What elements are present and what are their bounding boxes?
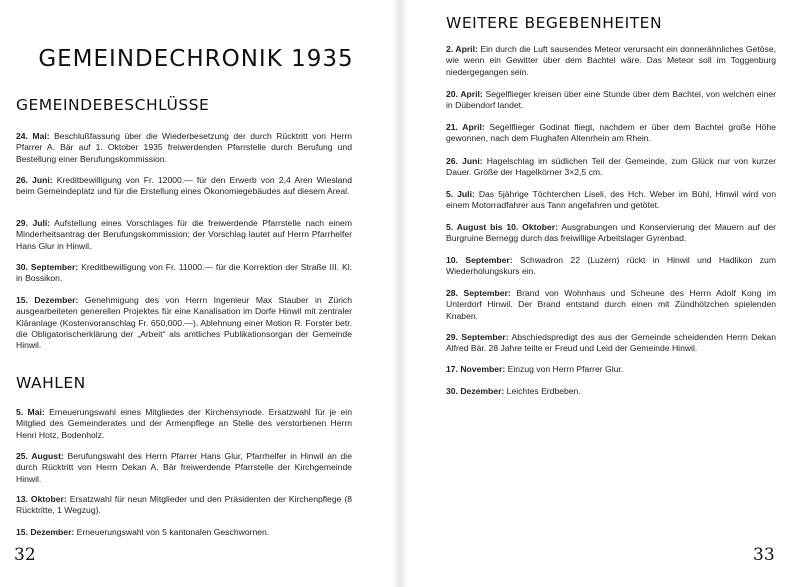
- entry-date: 10. September:: [446, 255, 513, 265]
- entry-date: 30. September:: [16, 262, 79, 272]
- chronicle-title: GEMEINDECHRONIK 1935: [38, 46, 354, 72]
- entry-date: 24. Mai:: [16, 131, 50, 141]
- election-entry: [16, 451, 352, 485]
- events-heading: WEITERE BEGEBENHEITEN: [446, 14, 663, 32]
- entry-text: Das 5jährige Töchterchen Liseli, des Hch. Weber im Bühl, Hinwil wird von einem Motorradfahrer aus Tann angefahren und getötet.: [446, 189, 776, 211]
- event-entry: [446, 89, 776, 112]
- resolution-entry: [16, 262, 352, 285]
- page-number-left: 32: [14, 545, 36, 565]
- entry-text: Erneuerungswahl eines Mitgliedes der Kirchensynode. Ersatzwahl für je ein Mitglied des Gemeinderates und der Armenpflege an Stelle des verstorbenen Herrn Henri Hotz, Bodenholz.: [16, 407, 352, 440]
- elections-heading: WAHLEN: [16, 374, 86, 392]
- entry-text: Ausgrabungen und Konservierung der Mauern auf der Burgruine Bernegg durch das freiwillige Arbeitslager Gyrenbad.: [446, 222, 777, 244]
- entry-text: Schwadron 22 (Luzern) rückt in Hinwil und Hadlikon zum Wiederholungskurs ein.: [446, 255, 776, 277]
- election-entry: [16, 494, 352, 517]
- election-entry: [16, 527, 352, 538]
- entry-text: Einzug von Herrn Pfarrer Glur.: [505, 364, 624, 374]
- election-entry: [16, 407, 352, 441]
- entry-text: Ersatzwahl für neun Mitglieder und den Präsidenten der Kirchenpflege (8 Rücktritte, 1 Wegzug).: [16, 494, 352, 516]
- entry-text: Aufstellung eines Vorschlages für die freiwerdende Pfarrstelle nach einem Minderheitsantrag der Berufungskommission; der Vorschlag lautet auf Herrn Pfarrhelfer Hans Glur in Hinwil.: [16, 218, 352, 251]
- resolution-entry: [16, 295, 352, 351]
- entry-text: Segelflieger kreisen über eine Stunde über dem Bachtel, von welchen einer in Dübendorf landet.: [446, 89, 776, 111]
- book-gutter: [392, 0, 408, 587]
- entry-text: Segelflieger Godinat fliegt, nachdem er über dem Bachtel große Höhe gewonnen, nach dem Flughafen Altenrhein am Rhein.: [446, 122, 776, 144]
- resolution-entry: [16, 175, 352, 198]
- entry-date: 5. Mai:: [16, 407, 45, 417]
- event-entry: [446, 189, 776, 212]
- entry-date: 25. August:: [16, 451, 64, 461]
- entry-date: 29. September:: [446, 332, 509, 342]
- resolution-entry: [16, 218, 352, 252]
- entry-date: 15. Dezember:: [16, 527, 75, 537]
- entry-text: Berufungswahl des Herrn Pfarrer Hans Glur, Pfarrhelfer in Hinwil an die durch Rücktritt von Herrn Dekan A. Bär freiwerdende Pfarrstelle der Kirchgemeinde Hinwil.: [16, 451, 352, 484]
- event-entry: [446, 255, 776, 278]
- entry-text: Hagelschlag im südlichen Teil der Gemeinde, zum Glück nur von kurzer Dauer. Größe der Hagelkörner 3×2,5 cm.: [446, 156, 776, 178]
- event-entry: [446, 122, 776, 145]
- event-entry: [446, 386, 776, 397]
- entry-date: 26. Juni:: [446, 156, 483, 166]
- entry-date: 30. Dezember:: [446, 386, 505, 396]
- entry-text: Erneuerungswahl von 5 kantonalen Geschwornen.: [74, 527, 270, 537]
- entry-text: Genehmigung des von Herrn Ingenieur Max Stauber in Zürich ausgearbeiteten generellen Projektes für eine Kanalisation im Dorfe Hinwil mit zentraler Kläranlage (Kostenvoranschlag Fr. 650,000.—). Ablehnung einer Motion R. Forster betr. die Obligatorischerklärung der „Arbeit“ als amtliches Publikationsorgan der Gemeinde Hinwil.: [16, 295, 352, 351]
- entry-text: Leichtes Erdbeben.: [504, 386, 581, 396]
- event-entry: [446, 364, 776, 375]
- entry-text: Beschlußfassung über die Wiederbesetzung der durch Rücktritt von Herrn Pfarrer A. Bär auf 1. Oktober 1935 freiwerdenden Pfarrstelle durch Berufung und Bestellung einer Berufungskommission.: [16, 131, 353, 164]
- entry-date: 5. Juli:: [446, 189, 475, 199]
- event-entry: [446, 156, 776, 179]
- event-entry: [446, 222, 776, 245]
- resolution-entry: [16, 131, 352, 165]
- left-page: [0, 0, 392, 587]
- entry-text: Abschiedspredigt des aus der Gemeinde scheidenden Herrn Dekan Alfred Bär. 28 Jahre teilte er Freud und Leid der Gemeinde Hinwil.: [446, 332, 776, 354]
- resolutions-heading: GEMEINDEBESCHLÜSSE: [16, 96, 210, 114]
- entry-date: 21. April:: [446, 122, 485, 132]
- event-entry: [446, 332, 776, 355]
- entry-date: 5. August bis 10. Oktober:: [446, 222, 558, 232]
- entry-date: 17. November:: [446, 364, 506, 374]
- right-page: [408, 0, 800, 587]
- entry-date: 13. Oktober:: [16, 494, 67, 504]
- event-entry: [446, 288, 776, 322]
- entry-date: 26. Juni:: [16, 175, 53, 185]
- entry-date: 29. Juli:: [16, 218, 51, 228]
- entry-text: Kreditbewilligung von Fr. 12000.— für den Erwerb von 2,4 Aren Wiesland beim Gemeindeplatz und für die Erstellung eines Ökonomiegebäudes auf diesem Areal.: [16, 175, 352, 197]
- entry-date: 28. September:: [446, 288, 511, 298]
- entry-date: 15. Dezember:: [16, 295, 79, 305]
- entry-date: 2. April:: [446, 44, 478, 54]
- event-entry: [446, 44, 776, 78]
- page-number-right: 33: [753, 545, 775, 565]
- entry-text: Brand von Wohnhaus und Scheune des Herrn Adolf Kong im Unterdorf Hinwil. Der Brand entstand durch einen mit Zündhölzchen spielenden Knaben.: [446, 288, 776, 321]
- entry-date: 20. April:: [446, 89, 483, 99]
- entry-text: Kreditbewilligung von Fr. 11000.— für die Korrektion der Straße III. Kl. in Bossikon.: [16, 262, 352, 284]
- entry-text: Ein durch die Luft sausendes Meteor verursacht ein donnerähnliches Getöse, wie wenn ein Gewitter über dem Bachtel wäre. Das Meteor soll im Toggenburg niedergegangen sein.: [446, 44, 776, 77]
